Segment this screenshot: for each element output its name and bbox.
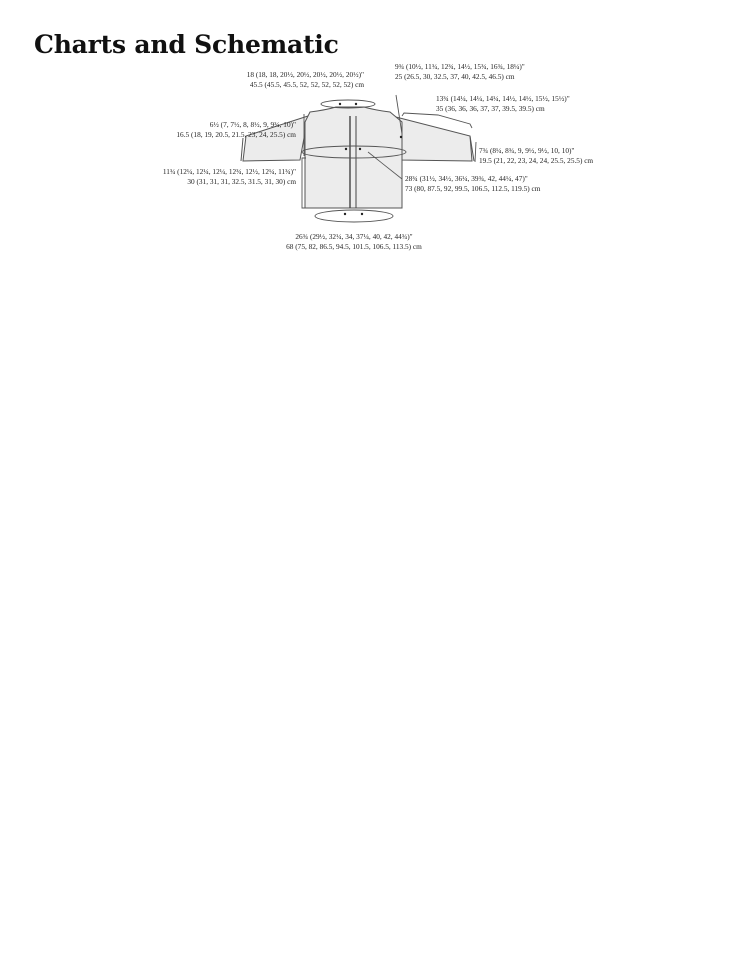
page-title: Charts and Schematic [34,30,339,59]
cuff-width-label: 7¾ (8¼, 8¾, 9, 9½, 9½, 10, 10)" 19.5 (21, 22, 23, 24, 24, 25.5, 25.5) cm [479,146,594,165]
hem-ellipse [315,210,393,222]
garment-schematic [140,58,610,258]
shoulder-slope-label: 9¾ (10½, 11¾, 12¾, 14½, 15¾, 16¾, 18¼)" 25 (26.5, 30, 32.5, 37, 40, 42.5, 46.5) cm [395,62,525,81]
right-sleeve [392,116,472,161]
sleeve-length-label: 13¾ (14¼, 14¼, 14¼, 14½, 14½, 15½, 15½)" 35 (36, 36, 36, 37, 37, 39.5, 39.5) cm [436,94,570,113]
neck-width-label: 18 (18, 18, 20½, 20½, 20½, 20½, 20½)" 45.5 (45.5, 45.5, 52, 52, 52, 52, 52) cm [246,70,364,89]
body-panel [305,107,402,208]
hem-width-label: 26¾ (29½, 32¼, 34, 37¼, 40, 42, 44¾)" 68 (75, 82, 86.5, 94.5, 101.5, 106.5, 113.5) cm [286,232,422,251]
body-length-label: 11¾ (12¼, 12¼, 12¼, 12¾, 12½, 12¼, 11¾)" 30 (31, 31, 31, 32.5, 31.5, 31, 30) cm [162,167,296,186]
chest-label: 28¾ (31½, 34½, 36¼, 39¾, 42, 44¼, 47)" 73 (80, 87.5, 92, 99.5, 106.5, 112.5, 119.5) cm [405,174,541,193]
armhole-depth-label: 6½ (7, 7½, 8, 8½, 9, 9¾, 10)" 16.5 (18, 19, 20.5, 21.5, 23, 24, 25.5) cm [176,120,296,139]
